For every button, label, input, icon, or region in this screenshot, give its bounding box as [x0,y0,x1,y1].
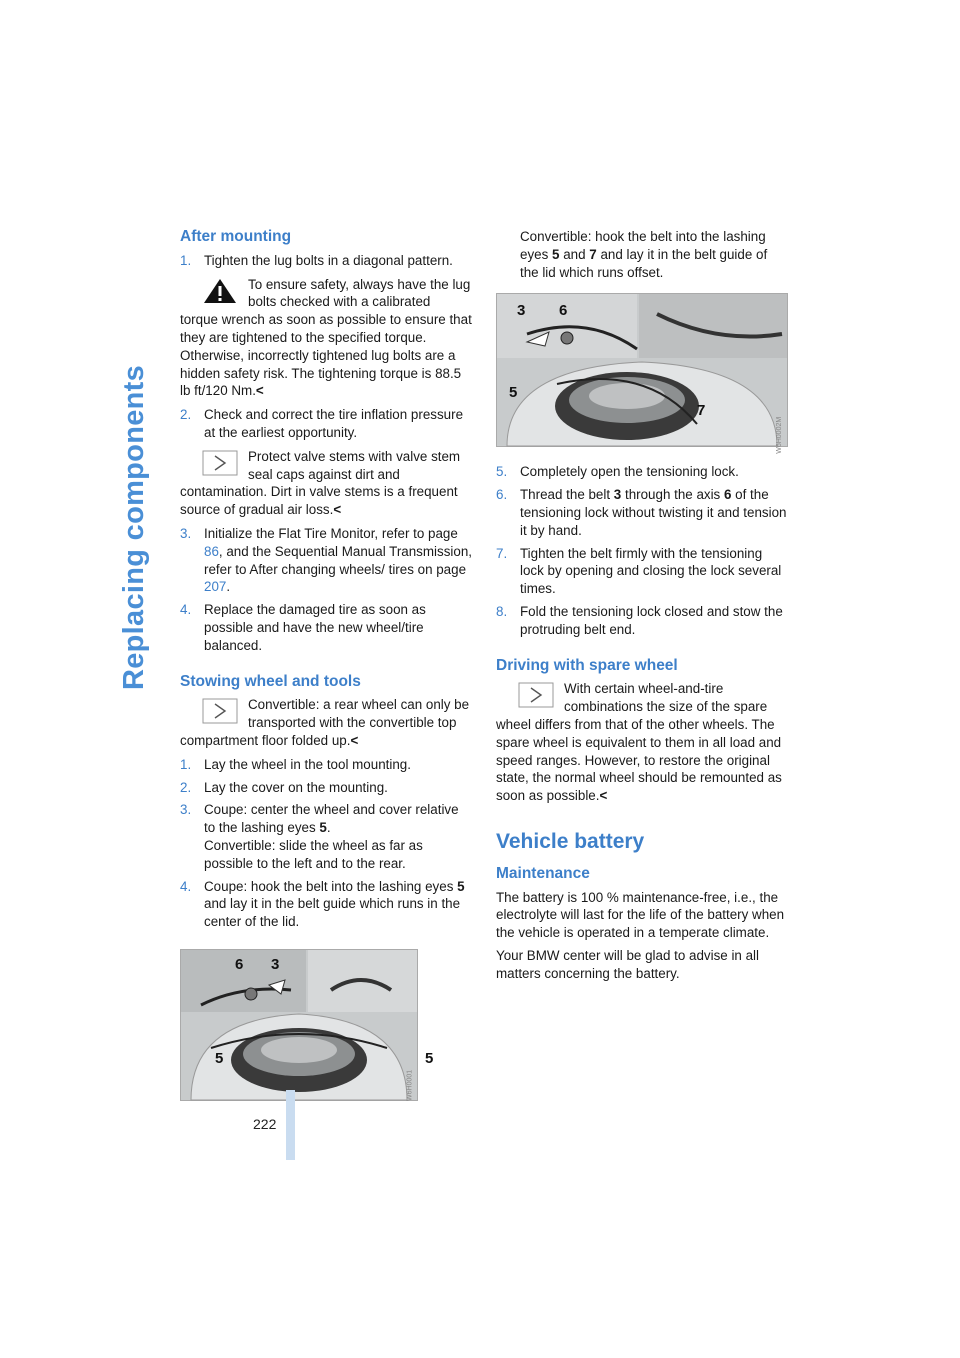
list-item: 3. Coupe: center the wheel and cover relative to the lashing eyes 5. Convertible: slide the wheel as far as possible to the left and to the rear. [180,802,459,871]
paragraph: Your BMW center will be glad to advise in all matters concerning the battery. [496,947,759,981]
info-note: Convertible: a rear wheel can only be transported with the convertible top compartment floor folded up.< [180,697,470,748]
callout-5: 5 [215,1049,224,1067]
list-item: 5. Completely open the tensioning lock. [496,464,739,480]
note-arrow-icon [202,450,238,476]
paragraph: The battery is 100 % maintenance-free, i.e., the electrolyte will last for the life of the battery when the vehicle is operated in a temperate climate. [496,889,785,941]
heading-maintenance: Maintenance [496,864,590,882]
callout-6: 6 [235,955,244,973]
chapter-side-tab [118,230,154,690]
list-item: 1. Tighten the lug bolts in a diagonal pattern. [180,252,453,268]
info-note: Protect valve stems with valve stem seal caps against dirt and contamination. Dirt in valve stems is a frequent source of gradual air loss.< [180,448,461,518]
page-number: 222 [253,1116,277,1132]
callout-5: 5 [509,384,518,402]
heading-stowing: Stowing wheel and tools [180,672,361,690]
figure-code: W6H0002M [776,416,784,454]
heading-vehicle-battery: Vehicle battery [496,829,645,853]
trunk-illustration [497,294,787,446]
warning-icon [202,278,238,304]
list-item: 7. Tighten the belt firmly with the tensioning lock by opening and closing the lock several times. [496,545,782,597]
paragraph: Convertible: hook the belt into the lashing eyes 5 and 7 and lay it in the belt guide of the lid which runs offset. [520,229,768,280]
list-item: 8. Fold the tensioning lock closed and stow the protruding belt end. [496,603,783,637]
list-item: 4. Coupe: hook the belt into the lashing eyes 5 and lay it in the belt guide which runs in the center of the lid. [180,878,465,930]
right-column [496,228,788,988]
callout-3: 3 [517,302,526,320]
list-item: 2. Lay the cover on the mounting. [180,779,388,795]
callout-7: 7 [697,402,706,420]
heading-after-mounting: After mounting [180,228,292,245]
figure-coupe-trunk [180,949,434,1102]
note-arrow-icon [518,682,554,708]
callout-5: 5 [425,1049,434,1067]
callout-6: 6 [559,302,568,320]
page-link-86[interactable]: 86 [204,543,219,559]
list-item: 6. Thread the belt 3 through the axis 6 of the tensioning lock without twisting it and tension it by hand. [496,487,787,538]
list-item: 1. Lay the wheel in the tool mounting. [180,756,411,772]
left-column [180,228,472,1101]
figure-convertible-trunk [496,293,788,454]
list-item: 4. Replace the damaged tire as soon as possible and have the new wheel/tire balanced. [180,602,426,653]
figure-code: W6H0001 [406,1069,414,1102]
page-link-207[interactable]: 207 [204,579,227,595]
list-item: 3. Initialize the Flat Tire Monitor, refer to page 86, and the Sequential Manual Transmission, refer to After changing wheels/ tires on page 207. [180,525,472,595]
heading-driving-spare: Driving with spare wheel [496,656,678,674]
info-note: With certain wheel-and-tire combinations the size of the spare wheel differs from that of the other wheels. The spare wheel is equivalent to them in all load and speed ranges. However, to restore the original state, the normal wheel should be remounted as soon as possible.< [496,681,782,804]
trunk-illustration [181,950,417,1100]
callout-3: 3 [271,955,280,973]
note-arrow-icon [202,698,238,724]
chapter-title: Replacing components [118,364,150,690]
list-item: 2. Check and correct the tire inflation pressure at the earliest opportunity. [180,407,464,440]
warning-note: To ensure safety, always have the lug bolts checked with a calibrated torque wrench as soon as possible to ensure that they are tightened to the specified torque. Otherwise, incorrectly tightened lug bolts are a hidden safety risk. The tightening torque is 88.5 lb ft/120 Nm.< [180,276,472,399]
page-marker-bar [286,1090,295,1160]
